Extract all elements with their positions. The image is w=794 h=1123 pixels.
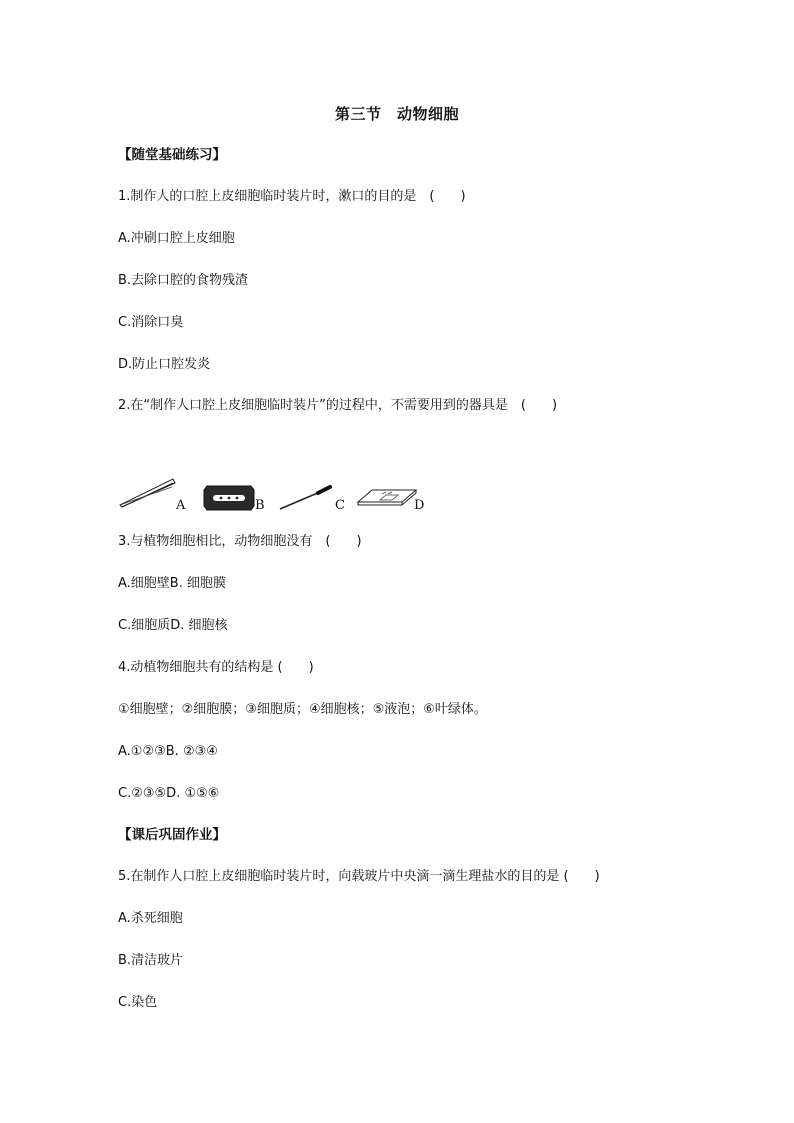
question-5-stem: 5.在制作人口腔上皮细胞临时装片时，向载玻片中央滴一滴生理盐水的目的是 ( ) bbox=[118, 869, 600, 884]
question-4-options-ab: A.①②③B. ②③④ bbox=[118, 744, 218, 759]
question-5-option-b: B.清洁玻片 bbox=[118, 953, 184, 968]
question-4-options-cd: C.②③⑤D. ①⑤⑥ bbox=[118, 786, 220, 801]
question-1-option-a: A.冲刷口腔上皮细胞 bbox=[118, 231, 235, 246]
option-label-c: C bbox=[335, 498, 345, 513]
razor-blade-icon bbox=[203, 484, 255, 512]
question-2-stem: 2.在“制作人口腔上皮细胞临时装片”的过程中，不需要用到的器具是 ( ) bbox=[118, 398, 558, 413]
dropper-icon bbox=[278, 482, 338, 512]
question-3-stem: 3.与植物细胞相比，动物细胞没有 ( ) bbox=[118, 534, 362, 549]
question-1-option-b: B.去除口腔的食物残渣 bbox=[118, 273, 249, 288]
question-4-stem: 4.动植物细胞共有的结构是 ( ) bbox=[118, 660, 314, 675]
option-label-a: A bbox=[176, 498, 186, 513]
question-4-items: ①细胞壁；②细胞膜；③细胞质；④细胞核；⑤液泡；⑥叶绿体。 bbox=[118, 702, 487, 717]
question-1-stem: 1.制作人的口腔上皮细胞临时装片时，漱口的目的是 ( ) bbox=[118, 189, 466, 204]
question-5-option-a: A.杀死细胞 bbox=[118, 911, 183, 926]
question-1-option-d: D.防止口腔发炎 bbox=[118, 357, 211, 372]
glass-slide-icon bbox=[356, 488, 418, 514]
question-3-options-cd: C.细胞质D. 细胞核 bbox=[118, 618, 228, 633]
question-1-option-c: C.消除口臭 bbox=[118, 315, 184, 330]
option-label-d: D bbox=[414, 498, 425, 513]
section-heading-homework: 【课后巩固作业】 bbox=[118, 827, 226, 843]
question-3-options-ab: A.细胞壁B. 细胞膜 bbox=[118, 576, 226, 591]
question-5-option-c: C.染色 bbox=[118, 995, 158, 1010]
page-title: 第三节 动物细胞 bbox=[334, 105, 459, 123]
tweezers-icon bbox=[118, 474, 178, 510]
option-label-b: B bbox=[255, 498, 265, 513]
section-heading-practice: 【随堂基础练习】 bbox=[118, 147, 226, 163]
